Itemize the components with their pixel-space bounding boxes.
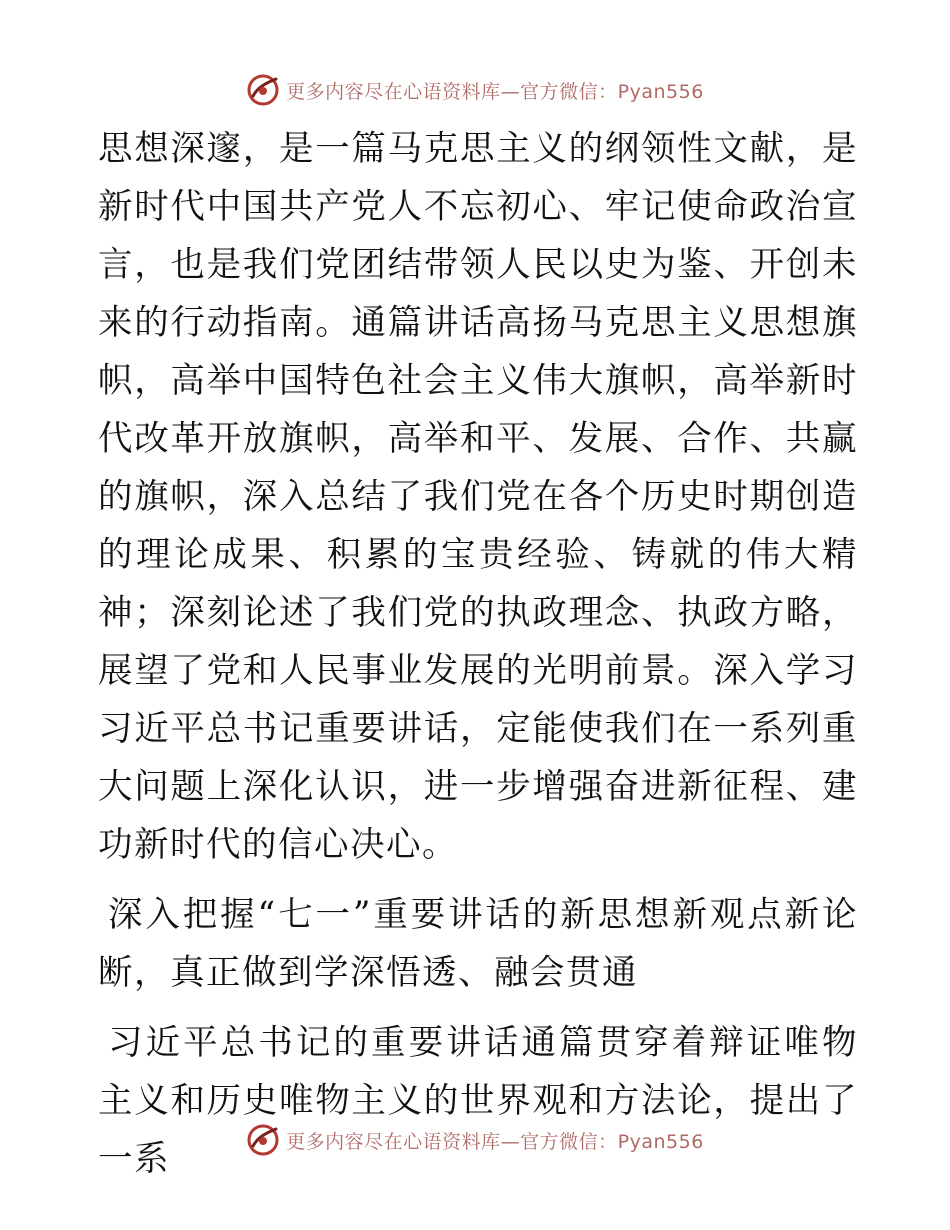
watermark-text: 更多内容尽在心语资料库—官方微信：Pyan556 — [286, 80, 704, 103]
document-body — [98, 120, 858, 1188]
red-circle-logo-icon — [246, 73, 280, 107]
section-heading-paragraph: 深入把握“七一”重要讲话的新思想新观点新论断，真正做到学深悟透、融会贯通 — [98, 895, 858, 993]
footer-watermark — [0, 1120, 950, 1160]
red-circle-logo-icon — [246, 1123, 280, 1157]
watermark-text: 更多内容尽在心语资料库—官方微信：Pyan556 — [286, 1130, 704, 1153]
body-paragraph: 习近平总书记的重要讲话通篇贯穿着辩证唯物主义和历史唯物主义的世界观和方法论，提出了一系 — [98, 1023, 858, 1179]
header-watermark — [0, 70, 950, 110]
body-paragraph: 思想深邃，是一篇马克思主义的纲领性文献，是新时代中国共产党人不忘初心、牢记使命政治宣言，也是我们党团结带领人民以史为鉴、开创未来的行动指南。通篇讲话高扬马克思主义思想旗帜，高举中国特色社会主义伟大旗帜，高举新时代改革开放旗帜，高举和平、发展、合作、共赢的旗帜，深入总结了我们党在各个历史时期创造的理论成果、积累的宝贵经验、铸就的伟大精神；深刻论述了我们党的执政理念、执政方略，展望了党和人民事业发展的光明前景。深入学习习近平总书记重要讲话，定能使我们在一系列重大问题上深化认识，进一步增强奋进新征程、建功新时代的信心决心。 — [98, 129, 858, 865]
